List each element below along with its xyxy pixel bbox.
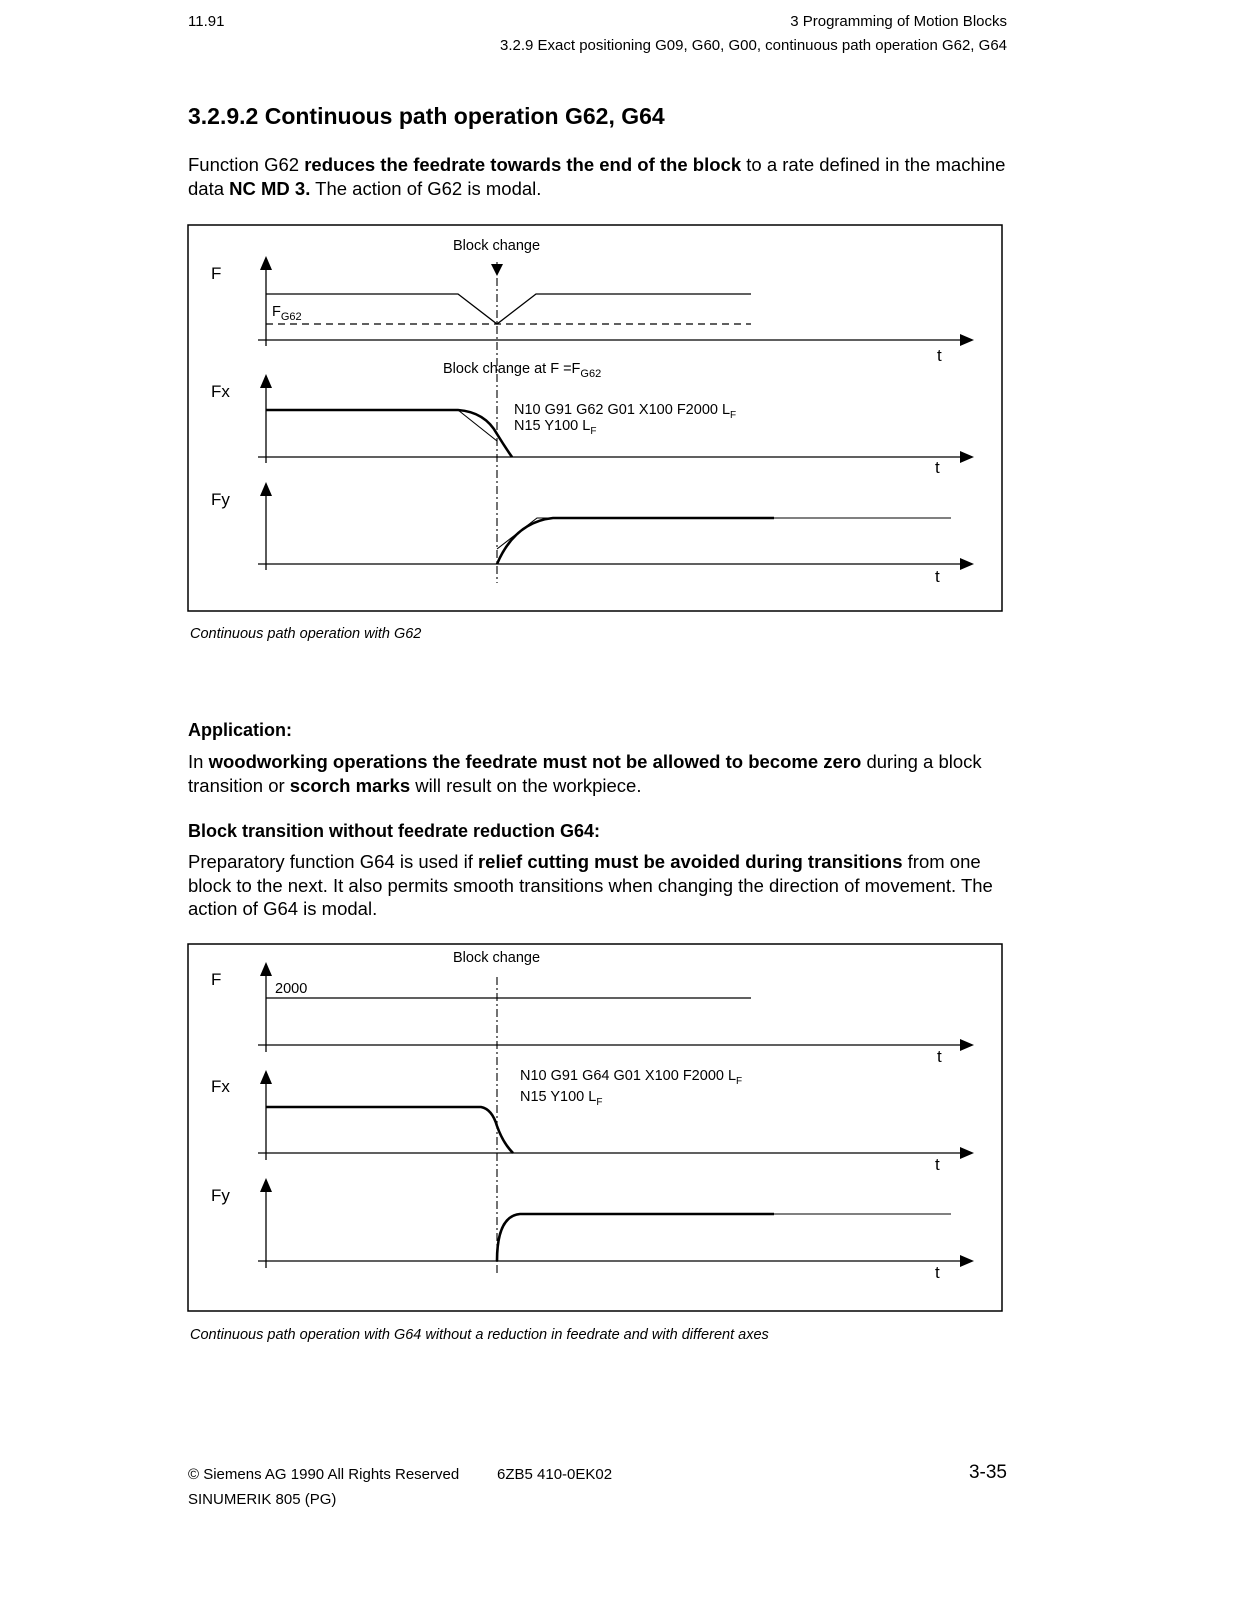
figure1-code2-sub: F <box>590 426 597 437</box>
figure1-block-change-marker <box>491 264 503 276</box>
figure2-fy-axis-arrow <box>260 1178 272 1192</box>
figure1-fy-curve <box>497 518 774 564</box>
footer-product: SINUMERIK 805 (PG) <box>188 1491 337 1508</box>
figure2-fy-time-arrow <box>960 1255 974 1267</box>
figure1-label-f: F <box>211 264 222 283</box>
figure2-caption: Continuous path operation with G64 without a reduction in feedrate and with different axes <box>190 1327 769 1343</box>
figure2-code1-sub: F <box>736 1076 743 1087</box>
application-bold-1: woodworking operations the feedrate must not be allowed to become zero <box>208 751 862 772</box>
figure2-axis-t-2: t <box>935 1155 940 1174</box>
g64-text-1: Preparatory function G64 is used if <box>188 851 478 872</box>
figure1-fx-time-arrow <box>960 451 974 463</box>
intro-bold-1: reduces the feedrate towards the end of the block <box>304 154 742 175</box>
figure1-code2-main: N15 Y100 L <box>514 418 591 434</box>
figure2-axis-t-1: t <box>937 1047 942 1066</box>
section-title: 3.2.9.2 Continuous path operation G62, G64 <box>188 103 665 129</box>
figure1-fg62-sub: G62 <box>280 311 302 323</box>
figure1-fg62-main: F <box>272 304 281 320</box>
figure1-label-fy: Fy <box>211 490 230 509</box>
intro-text-1: Function G62 <box>188 154 305 175</box>
figure1-fx-curve <box>266 410 512 457</box>
figure1-axis-t-2: t <box>935 458 940 477</box>
figure1-axis-t-1: t <box>937 346 942 365</box>
figure1-feedrate-curve <box>266 294 751 324</box>
figure1-fy-time-arrow <box>960 558 974 570</box>
figure2-label-f: F <box>211 970 222 989</box>
figure2-f-axis-arrow <box>260 962 272 976</box>
figure2-code2-sub: F <box>596 1097 603 1108</box>
figure1-code1-main: N10 G91 G62 G01 X100 F2000 L <box>514 402 731 418</box>
figure1-block-change-label: Block change <box>453 238 541 254</box>
figure1-block-change-at-label <box>443 361 601 380</box>
g64-text-2: from one block to the next. It also permits smooth transitions when changing the direction of movement. The action of G64 is modal. <box>188 851 993 919</box>
header-chapter: 3 Programming of Motion Blocks <box>790 13 1007 30</box>
g64-bold-1: relief cutting must be avoided during transitions <box>477 851 903 872</box>
application-bold-2: scorch marks <box>289 774 411 796</box>
intro-bold-2: NC MD 3. <box>229 177 311 199</box>
figure2-fx-curve <box>266 1107 513 1153</box>
footer-page-number: 3-35 <box>968 1462 1007 1483</box>
figure2-fy-curve <box>497 1214 774 1261</box>
figure1-label-fx: Fx <box>211 382 230 401</box>
figure2-label-fy: Fy <box>211 1186 230 1205</box>
application-text-1: In <box>188 751 209 772</box>
figure2-axis-t-3: t <box>935 1263 940 1282</box>
intro-text-2: to a rate defined in the machine data <box>188 154 1006 199</box>
figure2-code1-main: N10 G91 G64 G01 X100 F2000 L <box>520 1068 737 1084</box>
figure-g62-diagram <box>0 0 1237 660</box>
figure1-f-time-arrow <box>960 334 974 346</box>
header-date: 11.91 <box>188 13 225 30</box>
figure1-fx-axis-arrow <box>260 374 272 388</box>
figure2-frame <box>188 944 1002 1311</box>
figure2-label-fx: Fx <box>211 1077 230 1096</box>
intro-text-3: The action of G62 is modal. <box>310 177 542 199</box>
figure1-f-axis-arrow <box>260 256 272 270</box>
figure1-caption: Continuous path operation with G62 <box>190 626 422 642</box>
figure2-code2-main: N15 Y100 L <box>520 1089 597 1105</box>
figure1-fy-axis-arrow <box>260 482 272 496</box>
figure2-code-line-2 <box>520 1089 602 1108</box>
figure2-value-2000: 2000 <box>275 981 308 997</box>
footer-copyright: © Siemens AG 1990 All Rights Reserved <box>188 1466 460 1483</box>
figure1-code-line-2 <box>514 418 596 437</box>
figure-g64-diagram <box>0 900 1237 1330</box>
g64-heading: Block transition without feedrate reduction G64: <box>188 821 601 841</box>
application-text-3: will result on the workpiece. <box>410 774 642 796</box>
figure2-f-time-arrow <box>960 1039 974 1051</box>
application-heading: Application: <box>188 720 292 740</box>
footer-order-number: 6ZB5 410-0EK02 <box>497 1466 613 1483</box>
figure1-code1-sub: F <box>730 410 737 421</box>
figure2-fx-axis-arrow <box>260 1070 272 1084</box>
application-text-2: during a block transition or <box>188 751 982 796</box>
figure1-fg62-label <box>272 304 302 323</box>
figure1-axis-t-3: t <box>935 567 940 586</box>
header-section: 3.2.9 Exact positioning G09, G60, G00, continuous path operation G62, G64 <box>500 37 1007 54</box>
figure2-fx-time-arrow <box>960 1147 974 1159</box>
figure1-block-change-at-main: Block change at F =F <box>443 361 581 377</box>
figure2-block-change-label: Block change <box>453 950 541 966</box>
figure1-block-change-at-sub: G62 <box>580 368 602 380</box>
figure2-code-line-1 <box>520 1068 742 1087</box>
application-paragraph <box>188 750 1018 797</box>
figure1-frame <box>188 225 1002 611</box>
figure1-fy-linear-ramp <box>497 518 951 549</box>
